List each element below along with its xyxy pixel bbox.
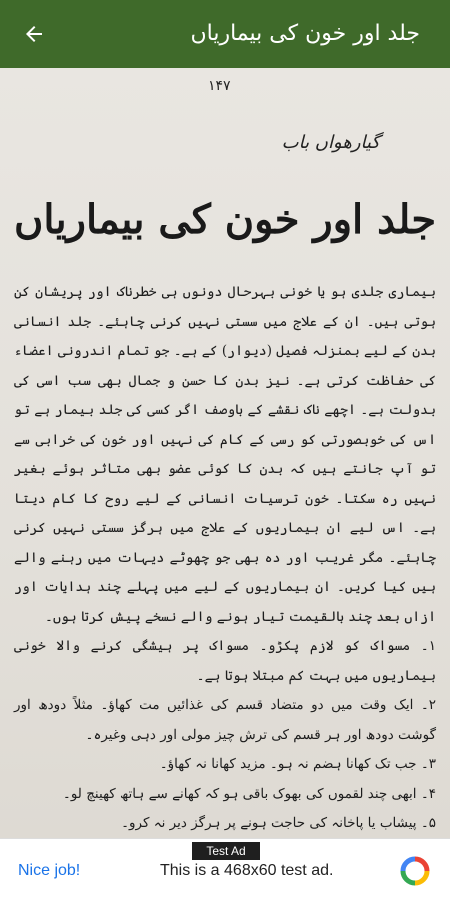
page-number: ۱۴۷ [208,78,231,94]
list-item: ۴۔ ابھی چند لقموں کی بھوک باقی ہو کہ کھانے سے ہاتھ کھینچ لو۔ [62,785,436,802]
back-button[interactable] [16,16,52,52]
chapter-label: گیارھواں باب [281,132,380,153]
app-bar-title: جلد اور خون کی بیماریاں [190,21,420,46]
chapter-heading: جلد اور خون کی بیماریاں [13,196,437,243]
list-item: ۳۔ جب تک کھانا ہضم نہ ہو۔ مزید کھانا نہ کھاؤ۔ [159,756,436,772]
list-item: ۲۔ ایک وقت میں دو متضاد قسم کی غذائیں مت کھاؤ۔ مثلاً دودھ اور گوشت دودھ اور ہر قسم کی ترش چیز مولی اور دہی وغیرہ۔ [14,697,436,743]
arrow-left-icon [22,22,46,46]
page-body [14,278,436,838]
body-paragraph: بیماری جلدی ہو یا خونی بہرحال دونوں ہی خطرناک اور پریشان کن ہوتی ہیں۔ ان کے علاج میں سستی نہیں کرنی چاہئے۔ جلد انسانی بدن کے لیے بمنزلہ فصیل (دیوار) کے ہے۔ جو تمام اندرونی اعضاء کی حفاظت کرتی ہے۔ نیز بدن کا حسن و جمال بھی سب اسی کی بدولت ہے۔ اچھے ناک نقشے کے باوصف اگر کسی کی جلد بیمار ہے تو اس کی خوبصورتی کو رسی کے کام کی نہیں اور خون کی خرابی سے تو آپ جانتے ہیں کہ بدن کا کوئی عضو بھی متاثر ہوئے بغیر نہیں رہ سکتا۔ خون ترسیات انسانی کے لیے روح کا کام دیتا ہے۔ اس لیے ان بیماریوں کے علاج میں ہرگز سستی نہیں کرنی چاہئے۔ مگر غریب اور دہ بھی جو چھوٹے دیہات میں رہنے والے ہیں کیا کریں۔ ان بیماریوں کے لیے میں پہلے چند ہدایات اور ازاں بعد چند بالقیمت تیار ہونے والے نسخے پیش کرتا ہوں۔ [14,284,436,625]
list-item: ۵۔ پیشاب یا پاخانہ کی حاجت ہونے پر ہرگز دیر نہ کرو۔ [121,815,436,831]
list-item: ۱۔ مسواک کو لازم پکڑو۔ مسواک پر ہیشگی کرنے والا خونی بیماریوں میں بہت کم مبتلا ہوتا ہے۔ [14,638,436,684]
book-page[interactable] [0,68,450,838]
ad-text[interactable]: This is a 468x60 test ad. [160,862,334,879]
app-bar [0,0,450,68]
ad-network-logo-icon[interactable] [400,856,430,886]
ad-left-text[interactable]: Nice job! [18,862,81,879]
ad-tag-label: Test Ad [192,842,260,860]
